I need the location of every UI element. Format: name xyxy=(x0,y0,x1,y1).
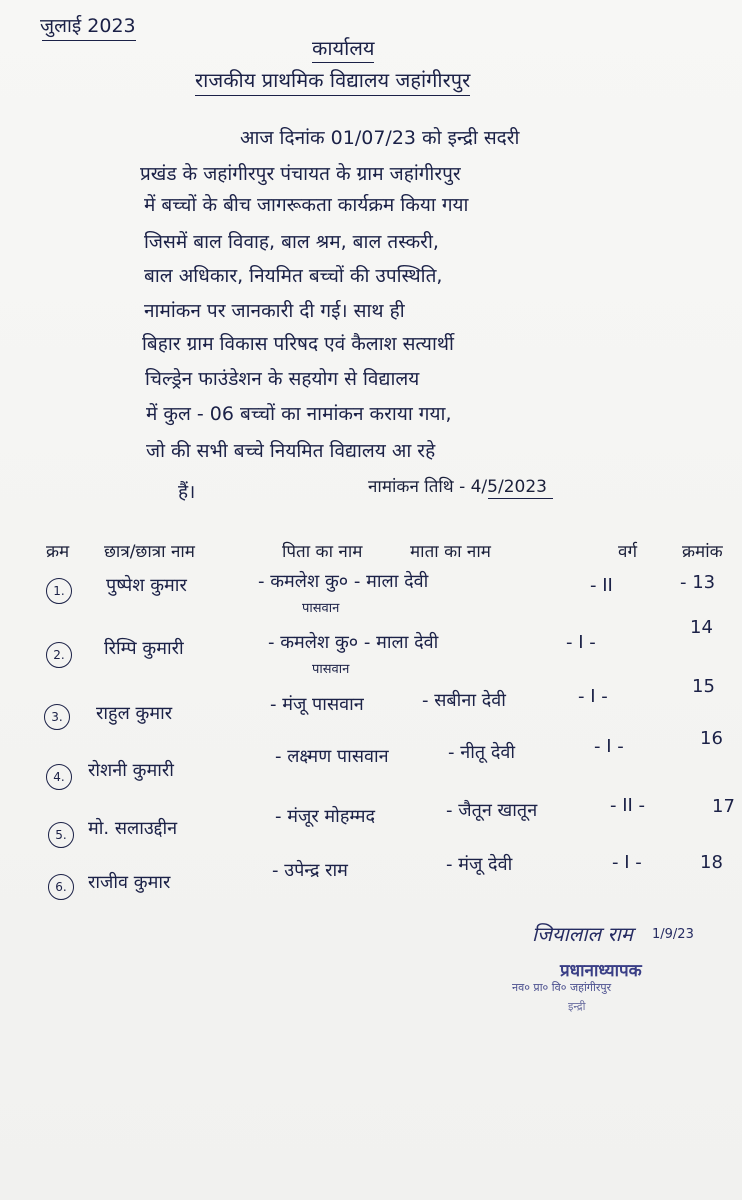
body-line: नामांकन पर जानकारी दी गई। साथ ही xyxy=(144,300,405,322)
father-name: - लक्ष्मण पासवान xyxy=(275,746,389,767)
father-name: - कमलेश कु० - माला देवी xyxy=(268,632,439,653)
father-name: - उपेन्द्र राम xyxy=(272,860,348,881)
student-name: राजीव कुमार xyxy=(88,872,171,893)
row-serial: 3. xyxy=(44,704,70,730)
roll-number: 17 xyxy=(712,796,735,817)
father-name: - कमलेश कु० - माला देवी xyxy=(258,571,429,592)
header-serial: क्रम xyxy=(46,542,70,562)
roll-number: 15 xyxy=(692,676,715,697)
class-value: - I - xyxy=(578,686,608,707)
father-name-cont: पासवान xyxy=(302,601,340,616)
signature: जियालाल राम xyxy=(532,922,633,946)
school-heading xyxy=(195,66,470,93)
body-line: जिसमें बाल विवाह, बाल श्रम, बाल तस्करी, xyxy=(144,231,439,253)
school-text: राजकीय प्राथमिक विद्यालय जहांगीरपुर xyxy=(195,68,471,92)
student-name: राहुल कुमार xyxy=(96,703,173,724)
header-roll: क्रमांक xyxy=(682,542,723,562)
stamp-title: प्रधानाध्यापक xyxy=(560,961,642,981)
body-line: बाल अधिकार, नियमित बच्चों की उपस्थिति, xyxy=(144,265,443,287)
date-text: जुलाई 2023 xyxy=(40,15,136,37)
row-serial: 1. xyxy=(46,578,72,604)
father-name: - मंजू पासवान xyxy=(270,694,364,715)
student-name: मो. सलाउद्दीन xyxy=(88,818,178,839)
body-line: प्रखंड के जहांगीरपुर पंचायत के ग्राम जहांगीरपुर xyxy=(140,163,461,185)
mother-name: - नीतू देवी xyxy=(448,742,516,763)
body-line: जो की सभी बच्चे नियमित विद्यालय आ रहे xyxy=(146,440,436,462)
class-value: - I - xyxy=(612,852,642,873)
body-line: में कुल - 06 बच्चों का नामांकन कराया गया, xyxy=(146,403,452,425)
body-line: चिल्ड्रेन फाउंडेशन के सहयोग से विद्यालय xyxy=(145,368,420,390)
stamp-school: नव० प्रा० वि० जहांगीरपुर xyxy=(512,981,612,994)
header-father: पिता का नाम xyxy=(282,542,363,562)
row-serial: 2. xyxy=(46,642,72,668)
father-name-cont: पासवान xyxy=(312,662,350,677)
header-mother: माता का नाम xyxy=(410,542,491,562)
row-serial: 6. xyxy=(48,874,74,900)
roll-number: 16 xyxy=(700,728,723,749)
office-heading xyxy=(312,34,374,61)
roll-number: 18 xyxy=(700,852,723,873)
document-date xyxy=(40,12,136,38)
row-serial: 5. xyxy=(48,822,74,848)
body-line: बिहार ग्राम विकास परिषद एवं कैलाश सत्यार्थी xyxy=(142,333,454,355)
header-class: वर्ग xyxy=(618,542,638,562)
student-name: रोशनी कुमारी xyxy=(88,760,174,781)
student-name: रिम्पि कुमारी xyxy=(104,638,184,659)
office-text: कार्यालय xyxy=(312,36,375,60)
mother-name: - मंजू देवी xyxy=(446,854,513,875)
mother-name: - सबीना देवी xyxy=(422,690,506,711)
class-value: - I - xyxy=(566,632,596,653)
body-line: आज दिनांक 01/07/23 को इन्द्री सदरी xyxy=(240,127,520,149)
roll-number: - 13 xyxy=(680,572,716,593)
student-name: पुष्पेश कुमार xyxy=(106,575,187,596)
father-name: - मंजूर मोहम्मद xyxy=(275,806,376,827)
enrollment-date xyxy=(368,474,547,497)
roll-number: 14 xyxy=(690,617,713,638)
body-line: में बच्चों के बीच जागरूकता कार्यक्रम किया गया xyxy=(144,194,469,216)
class-value: - II - xyxy=(610,795,646,816)
row-serial: 4. xyxy=(46,764,72,790)
class-value: - II xyxy=(590,575,613,596)
mother-name: - जैतून खातून xyxy=(446,800,538,821)
signature-date: 1/9/23 xyxy=(652,927,694,942)
stamp-location: इन्द्री xyxy=(568,1000,586,1013)
body-line: हैं। xyxy=(178,481,196,503)
enrollment-date-text: नामांकन तिथि - 4/5/2023 xyxy=(368,477,547,497)
header-student: छात्र/छात्रा नाम xyxy=(104,542,195,562)
class-value: - I - xyxy=(594,736,624,757)
